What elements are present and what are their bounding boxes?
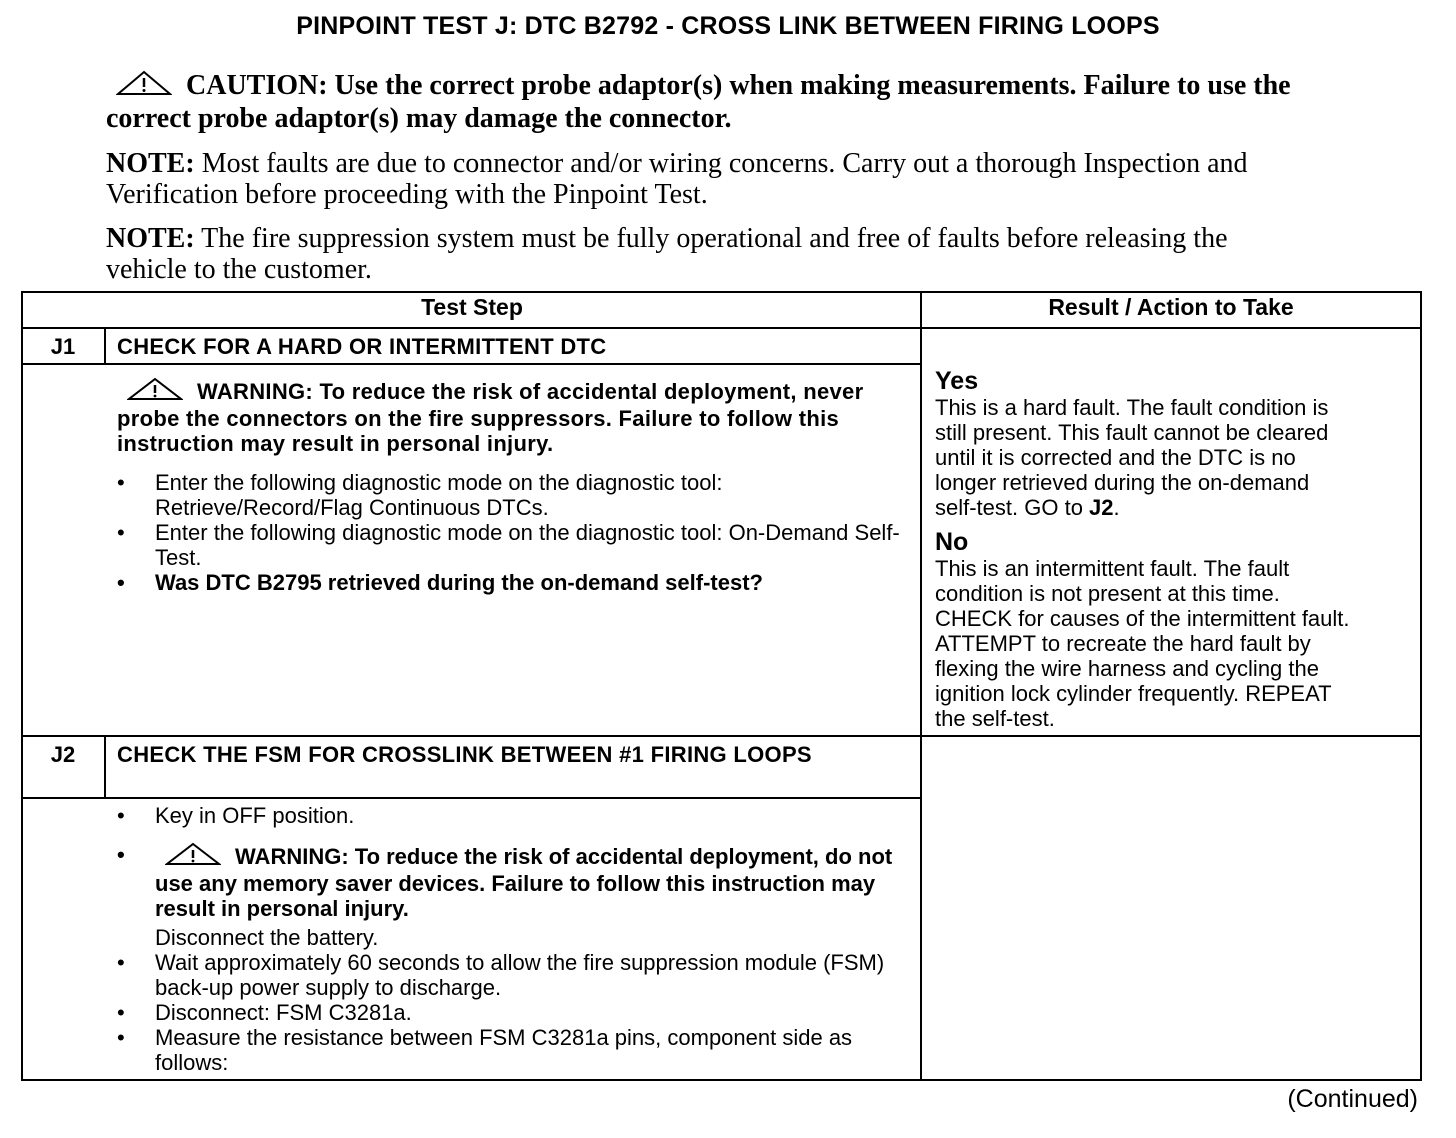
j1-bullet-3: • Was DTC B2795 retrieved during the on-demand self-test? [117,570,763,595]
j1-bullet-2: • Enter the following diagnostic mode on the diagnostic tool: On-Demand Self-Test. [117,520,900,570]
note-1-text: Most faults are due to connector and/or wiring concerns. Carry out a thorough Inspection and Verification before proceeding with the Pinpoint Test. [106,148,1248,210]
bullet-icon: • [117,1025,125,1050]
j2-bullet-3: • Wait approximately 60 seconds to allow the fire suppression module (FSM) back-up power supply to discharge. [117,950,885,1000]
j1-warning [117,377,907,456]
j2-title-rule [22,797,921,799]
j2-bullet-5: • Measure the resistance between FSM C3281a pins, component side as follows: [117,1025,853,1075]
bullet-icon: • [117,570,125,595]
header-result: Result / Action to Take [1048,294,1294,320]
header-test-step: Test Step [421,294,523,320]
step-id-j1: J1 [50,334,76,359]
result-no-text: This is an intermittent fault. The fault condition is not present at this time. CHECK for causes of the intermittent fault. ATTEMPT to recreate the hard fault by flexing the wire harness and cycling the ignition lock cylinder frequently. REPEAT the self-test. [935,556,1350,731]
note-1 [106,148,1301,210]
j1-bullet-1: • Enter the following diagnostic mode on the diagnostic tool: Retrieve/Record/Flag Continuous DTCs. [117,470,723,520]
note-2-lead: NOTE: [106,223,195,254]
warning-triangle-icon [165,842,221,871]
result-yes-text: This is a hard fault. The fault condition is still present. This fault cannot be cleared until it is corrected and the DTC is no longer retrieved during the on-demand self-test. GO to J2. [935,395,1329,520]
warning-triangle-icon [116,70,172,103]
bullet-icon: • [117,470,125,495]
bullet-icon: • [117,803,125,828]
caution-block [106,70,1301,134]
j1-warning-text: WARNING: To reduce the risk of accidental deployment, never probe the connectors on the fire suppressors. Failure to follow this instruction may result in personal injury. [117,379,864,456]
goto-j2-link[interactable]: J2 [1089,495,1114,520]
bullet-icon: • [117,1000,125,1025]
continued-label: (Continued) [1287,1085,1418,1113]
warning-triangle-icon [127,377,183,406]
result-no-heading: No [935,528,969,556]
header-rule [22,327,1421,329]
j2-bullet-warning: • WARNING: To reduce the risk of accidental deployment, do not use any memory saver devices. Failure to follow this instruction may result in personal injury. [117,842,893,921]
bullet-icon: • [117,950,125,975]
note-2-text: The fire suppression system must be fully operational and free of faults before releasing the vehicle to the customer. [106,223,1228,285]
j2-bullet-4: • Disconnect: FSM C3281a. [117,1000,412,1025]
bullet-icon: • [117,842,125,867]
step-title-j1: CHECK FOR A HARD OR INTERMITTENT DTC [117,334,607,359]
note-2 [106,223,1301,285]
step-id-j2: J2 [50,742,76,767]
result-yes-heading: Yes [935,367,979,395]
j1-title-rule [22,363,921,365]
caution-text: CAUTION: Use the correct probe adaptor(s) when making measurements. Failure to use the correct probe adaptor(s) may damage the connector. [106,70,1291,134]
bullet-icon: • [117,520,125,545]
column-divider [920,292,922,1080]
note-1-lead: NOTE: [106,148,195,179]
j1-row-rule [22,735,1421,737]
j2-bullet-disconnect-battery: Disconnect the battery. [155,925,379,950]
step-title-j2: CHECK THE FSM FOR CROSSLINK BETWEEN #1 FIRING LOOPS [117,742,812,767]
page-title: PINPOINT TEST J: DTC B2792 - CROSS LINK BETWEEN FIRING LOOPS [296,12,1160,40]
j2-bullet-1: • Key in OFF position. [117,803,355,828]
